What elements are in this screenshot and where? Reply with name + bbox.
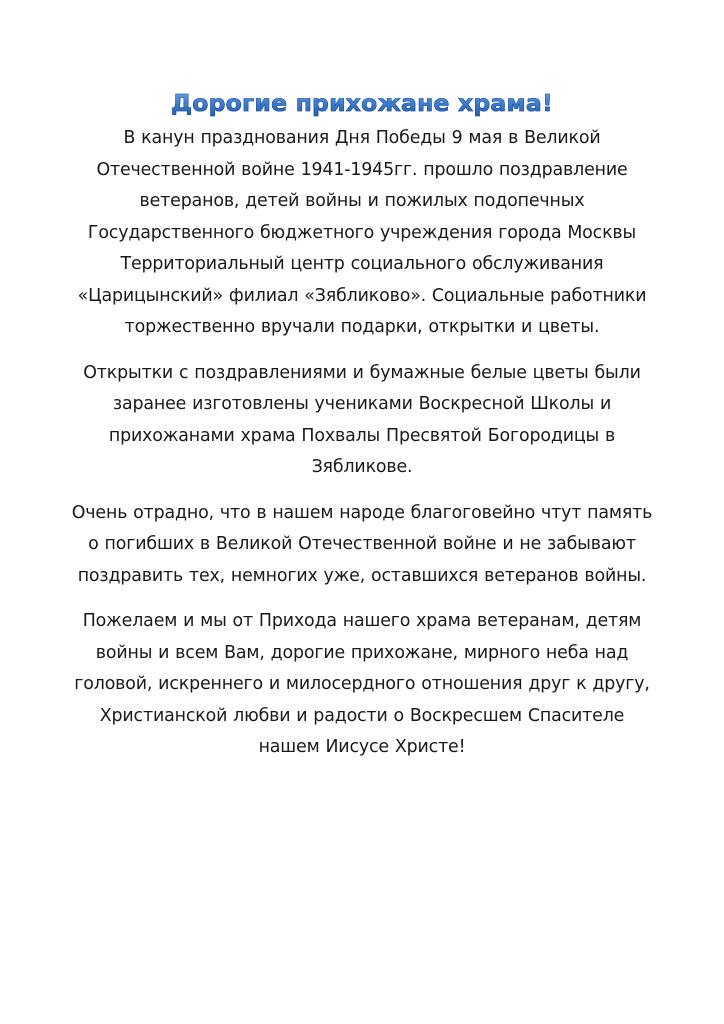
paragraph-line: заранее изготовлены учениками Воскресной Школы и — [112, 394, 612, 414]
paragraph-line: Пожелаем и мы от Прихода нашего храма ветеранам, детям — [82, 611, 642, 631]
paragraph-4 — [20, 606, 704, 764]
paragraph-line: Христианской любви и радости о Воскресшем Спасителе — [99, 705, 625, 726]
paragraph-line: Зябликове. — [311, 457, 413, 477]
paragraph-line: о погибших в Великой Отечественной войне и не забывают — [88, 534, 636, 554]
paragraph-line: торжественно вручали подарки, открытки и цветы. — [124, 317, 600, 337]
paragraph-line: В канун празднования Дня Победы 9 мая в Великой — [123, 128, 601, 148]
document-title: Дорогие прихожане храма! — [20, 86, 704, 120]
paragraph-line: Открытки с поздравлениями и бумажные белые цветы были — [83, 362, 641, 383]
paragraph-line: Государственного бюджетного учреждения города Москвы — [87, 222, 637, 243]
paragraph-1 — [20, 123, 704, 344]
paragraph-line: войны и всем Вам, дорогие прихожане, мирного неба над — [95, 642, 629, 663]
paragraph-line: «Царицынский» филиал «Зябликово». Социальные работники — [77, 285, 647, 306]
paragraph-3 — [20, 498, 704, 593]
paragraph-line: головой, искреннего и милосердного отношения друг к другу, — [74, 674, 650, 694]
paragraph-line: ветеранов, детей войны и пожилых подопечных — [139, 191, 585, 211]
paragraph-line: Отечественной войне 1941-1945гг. прошло поздравление — [96, 159, 628, 180]
paragraph-line: прихожанами храма Похвалы Пресвятой Богородицы в — [108, 425, 616, 446]
paragraph-line: Территориальный центр социального обслуживания — [120, 254, 604, 274]
paragraph-line: поздравить тех, немногих уже, оставшихся ветеранов войны. — [77, 565, 647, 586]
paragraph-2 — [20, 358, 704, 484]
paragraph-line: Очень отрадно, что в нашем народе благоговейно чтут память — [71, 502, 653, 523]
paragraph-line: нашем Иисусе Христе! — [258, 737, 466, 757]
